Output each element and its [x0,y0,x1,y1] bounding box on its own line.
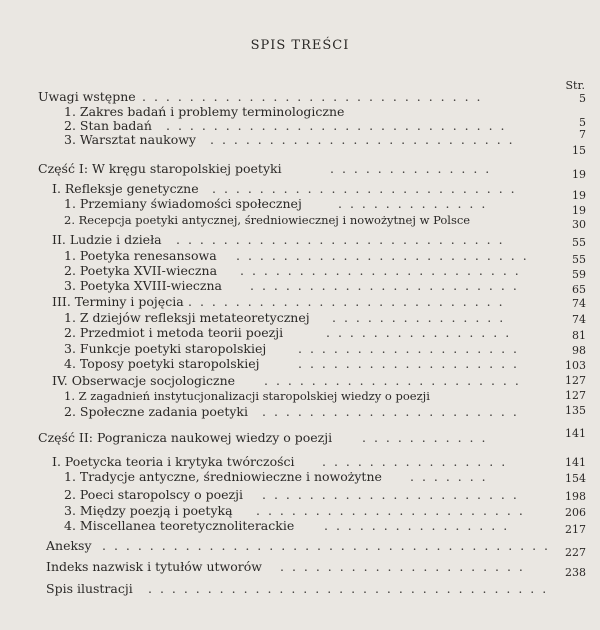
toc-entry-page: 206 [565,506,586,519]
toc-entry-title: 1. Poetyka renesansowa [64,248,217,263]
leader-dots: . . . . . . . . . . . . . [338,196,488,211]
toc-entry-page: 127 [565,374,586,387]
toc-entry-page: 227 [565,546,586,559]
leader-dots: . . . . . . . . . . . . . . . . . . . . . . [262,404,519,419]
toc-entry-title: 1. Z zagadnień instytucjonalizacji staropolskiej wiedzy o poezji [64,389,430,403]
page-column-label: Str. [565,79,585,92]
leader-dots: . . . . . . . . . . . . . . . . [324,518,510,533]
leader-dots: . . . . . . . . . . . . . . . . [326,325,512,340]
toc-entry-title: II. Ludzie i dzieła [52,232,162,247]
toc-entry-title: Część II: Pogranicza naukowej wiedzy o poezji [38,430,333,445]
toc-entry [0,468,600,486]
toc-entry [0,131,600,149]
toc-entry-title: 2. Recepcja poetyki antycznej, średniowiecznej i nowożytnej w Polsce [64,213,471,227]
toc-entry-title: 1. Tradycje antyczne, średniowieczne i nowożytne [64,469,382,484]
toc-entry-title: III. Terminy i pojęcia [52,294,184,309]
toc-entry-page: 65 [572,283,586,296]
leader-dots: . . . . . . . . . . . . . . . . . . . [298,356,520,371]
toc-entry-page: 135 [565,404,586,417]
toc-entry-title: I. Refleksje genetyczne [52,181,199,196]
toc-entry-page: 141 [565,427,586,440]
leader-dots: . . . . . . . . . . . . . . . . . . . . . . . . . . [210,132,515,147]
toc-entry-title: 3. Warsztat naukowy [64,132,196,147]
toc-entry-title: 1. Przemiany świadomości społecznej [64,196,302,211]
leader-dots: . . . . . . . . . . . . . . . . . . . . . . . [256,503,525,518]
leader-dots: . . . . . . . . . . . . . . . . . . . [298,341,520,356]
toc-entry-title: Spis ilustracji [46,581,133,596]
toc-entry-page: 55 [572,236,586,249]
leader-dots: . . . . . . . . . . . . . . . . . . . . . . . . . . . . . . . . . . . . . . [102,538,550,553]
toc-entry-title: 2. Poetyka XVII-wieczna [64,263,218,278]
toc-entry-title: Część I: W kręgu staropolskiej poetyki [38,161,282,176]
leader-dots: . . . . . . . . . . . . . . . . . . . . . . [264,373,521,388]
toc-entry-page: 103 [565,359,586,372]
toc-entry-title: Uwagi wstępne [38,89,136,104]
leader-dots: . . . . . . . . . . . [362,430,488,445]
leader-dots: . . . . . . . [410,469,488,484]
leader-dots: . . . . . . . . . . . . . . . . [322,454,508,469]
leader-dots: . . . . . . . . . . . . . . . . . . . . . . . . . . [212,181,517,196]
leader-dots: . . . . . . . . . . . . . . . . . . . . . . . . . . . . . [166,118,507,133]
leader-dots: . . . . . . . . . . . . . . . . . . . . . . . . . . . . [176,232,505,247]
toc-entry-title: I. Poetycka teoria i krytyka twórczości [52,454,295,469]
toc-entry-page: 19 [572,204,586,217]
toc-entry-page: 81 [572,329,586,342]
leader-dots: . . . . . . . . . . . . . . . . . . . . . [280,559,525,574]
toc-entry-title: 2. Społeczne zadania poetyki [64,404,248,419]
toc-entry [0,160,600,178]
toc-entry-page: 238 [565,566,586,579]
toc-entry-page: 74 [572,297,586,310]
toc-entry [8,558,600,576]
leader-dots: . . . . . . . . . . . . . . . . . . . . . . . . . [236,248,529,263]
toc-entry-page: 5 [579,92,586,105]
toc-entry-page: 198 [565,490,586,503]
toc-entry-title: 2. Stan badań [64,118,152,133]
toc-entry-title: 2. Poeci staropolscy o poezji [64,487,243,502]
toc-entry-page: 59 [572,268,586,281]
toc-entry [8,580,600,598]
leader-dots: . . . . . . . . . . . . . . . . . . . . . . . . [240,263,521,278]
toc-entry-page: 127 [565,389,586,402]
toc-entry-page: 154 [565,472,586,485]
toc-entry [0,429,600,447]
toc-entry-title: 4. Toposy poetyki staropolskiej [64,356,260,371]
leader-dots: . . . . . . . . . . . . . . [330,161,492,176]
toc-entry [0,403,600,421]
toc-entry-page: 19 [572,168,586,181]
page-title: SPIS TREŚCI [250,38,350,53]
toc-entry [8,537,600,555]
leader-dots: . . . . . . . . . . . . . . . . . . . . . . . . . . . . . [142,89,483,104]
toc-entry-page: 74 [572,313,586,326]
toc-entry [0,355,600,373]
toc-entry [0,211,600,229]
toc-entry-title: 3. Poetyka XVIII-wieczna [64,278,222,293]
toc-entry-page: 15 [572,144,586,157]
toc-entry-title: 1. Z dziejów refleksji metateoretycznej [64,310,310,325]
leader-dots: . . . . . . . . . . . . . . . . . . . . . . . . . . . [188,294,505,309]
leader-dots: . . . . . . . . . . . . . . . . . . . . . . [262,487,519,502]
toc-entry-title: 3. Między poezją i poetyką [64,503,233,518]
toc-entry-page: 30 [572,218,586,231]
toc-entry-title: 1. Zakres badań i problemy terminologiczne [64,104,345,119]
toc-entry-title: Aneksy [46,538,92,553]
toc-entry-page: 7 [579,128,586,141]
toc-entry-title: 4. Miscellanea teoretycznoliterackie [64,518,295,533]
toc-entry-title: 3. Funkcje poetyki staropolskiej [64,341,267,356]
toc-entry-page: 98 [572,344,586,357]
toc-entry-title: 2. Przedmiot i metoda teorii poezji [64,325,284,340]
toc-entry-page: 217 [565,523,586,536]
toc-entry-title: Indeks nazwisk i tytułów utworów [46,559,262,574]
leader-dots: . . . . . . . . . . . . . . . . . . . . . . . [250,278,519,293]
toc-entry-page: 5 [579,116,586,129]
toc-entry-page: 141 [565,456,586,469]
leader-dots: . . . . . . . . . . . . . . . [332,310,506,325]
leader-dots: . . . . . . . . . . . . . . . . . . . . . . . . . . . . . . . . . . [148,581,549,596]
toc-entry [0,517,600,535]
toc-entry-page: 19 [572,189,586,202]
toc-entry-title: IV. Obserwacje socjologiczne [52,373,236,388]
toc-entry-page: 55 [572,253,586,266]
